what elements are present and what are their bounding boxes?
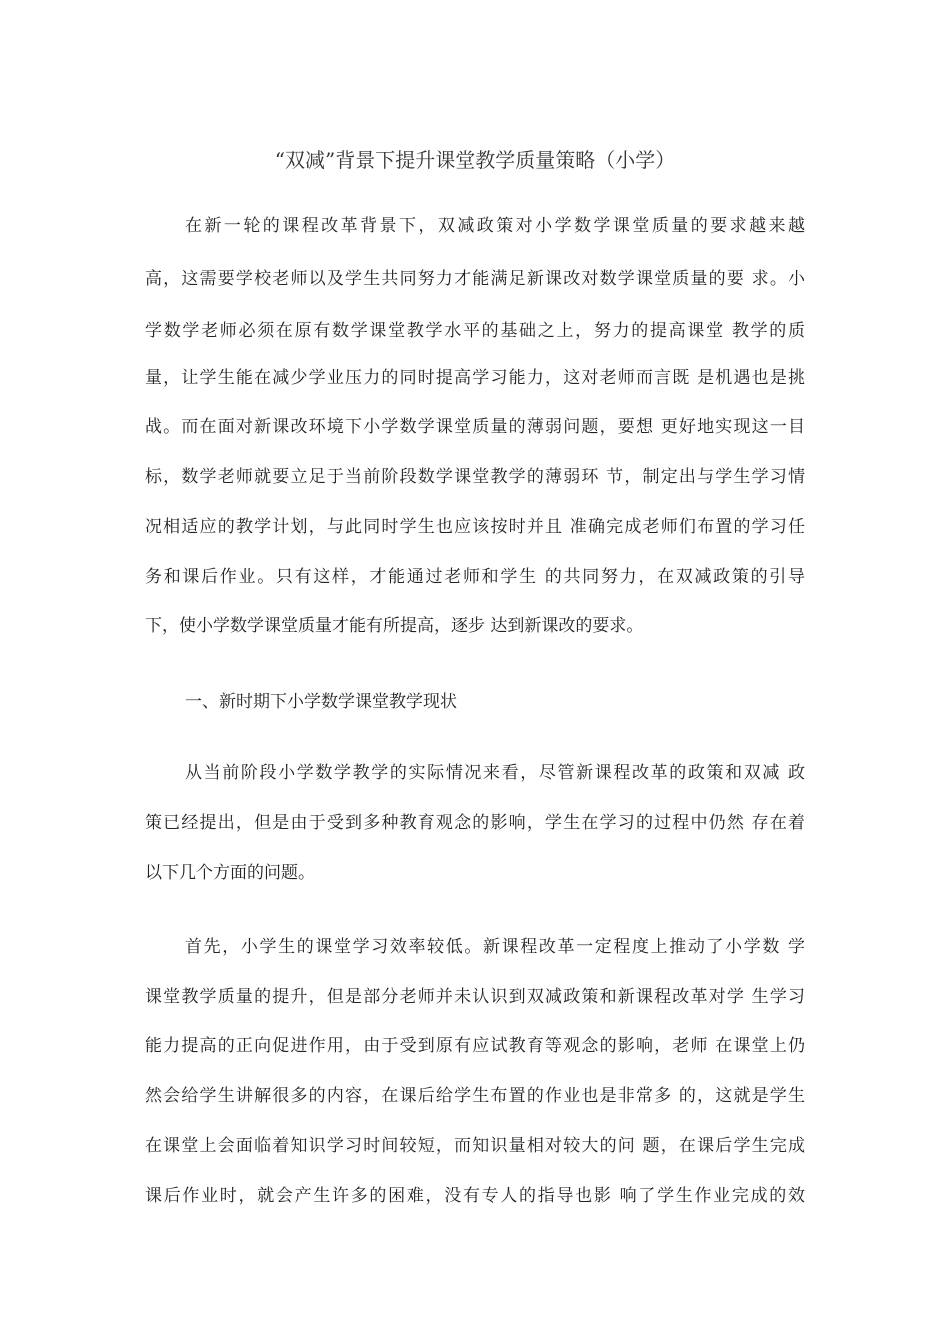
document-title: “双减”背景下提升课堂教学质量策略（小学） — [274, 148, 676, 172]
paragraph-2-line-3: 以下几个方面的问题。 — [145, 863, 315, 883]
paragraph-1-line-2: 高，这需要学校老师以及学生共同努力才能满足新课改对数学课堂质量的要 求。小 — [145, 269, 805, 289]
paragraph-1-line-7: 况相适应的教学计划，与此同时学生也应该按时并且 准确完成老师们布置的学习任 — [145, 517, 805, 537]
paragraph-1-line-1: 在新一轮的课程改革背景下，双减政策对小学数学课堂质量的要求越来越 — [185, 216, 805, 236]
paragraph-1-line-5: 战。而在面对新课改环境下小学数学课堂质量的薄弱问题，要想 更好地实现这一目 — [145, 417, 805, 437]
paragraph-3-line-2: 课堂教学质量的提升，但是部分老师并未认识到双减政策和新课程改革对学 生学习 — [145, 987, 805, 1007]
paragraph-1-line-4: 量，让学生能在减少学业压力的同时提高学习能力，这对老师而言既 是机遇也是挑 — [145, 368, 805, 388]
paragraph-3-line-5: 在课堂上会面临着知识学习时间较短，而知识量相对较大的问 题，在课后学生完成 — [145, 1136, 805, 1156]
paragraph-1-line-9: 下，使小学数学课堂质量才能有所提高，逐步 达到新课改的要求。 — [145, 616, 644, 636]
paragraph-3-line-6: 课后作业时，就会产生许多的困难，没有专人的指导也影 响了学生作业完成的效 — [145, 1186, 805, 1206]
paragraph-1-line-3: 学数学老师必须在原有数学课堂教学水平的基础之上，努力的提高课堂 教学的质 — [145, 321, 805, 341]
paragraph-1-line-6: 标，数学老师就要立足于当前阶段数学课堂教学的薄弱环 节，制定出与学生学习情 — [145, 467, 805, 487]
paragraph-3-line-3: 能力提高的正向促进作用，由于受到原有应试教育等观念的影响，老师 在课堂上仍 — [145, 1036, 805, 1056]
section-heading-1: 一、新时期下小学数学课堂教学现状 — [185, 692, 457, 712]
paragraph-1-line-8: 务和课后作业。只有这样，才能通过老师和学生 的共同努力，在双减政策的引导 — [145, 567, 805, 587]
paragraph-3-line-4: 然会给学生讲解很多的内容，在课后给学生布置的作业也是非常多 的，这就是学生 — [145, 1086, 805, 1106]
paragraph-2-line-2: 策已经提出，但是由于受到多种教育观念的影响，学生在学习的过程中仍然 存在着 — [145, 813, 805, 833]
paragraph-2-line-1: 从当前阶段小学数学教学的实际情况来看，尽管新课程改革的政策和双减 政 — [185, 763, 805, 783]
paragraph-3-line-1: 首先，小学生的课堂学习效率较低。新课程改革一定程度上推动了小学数 学 — [185, 937, 805, 957]
